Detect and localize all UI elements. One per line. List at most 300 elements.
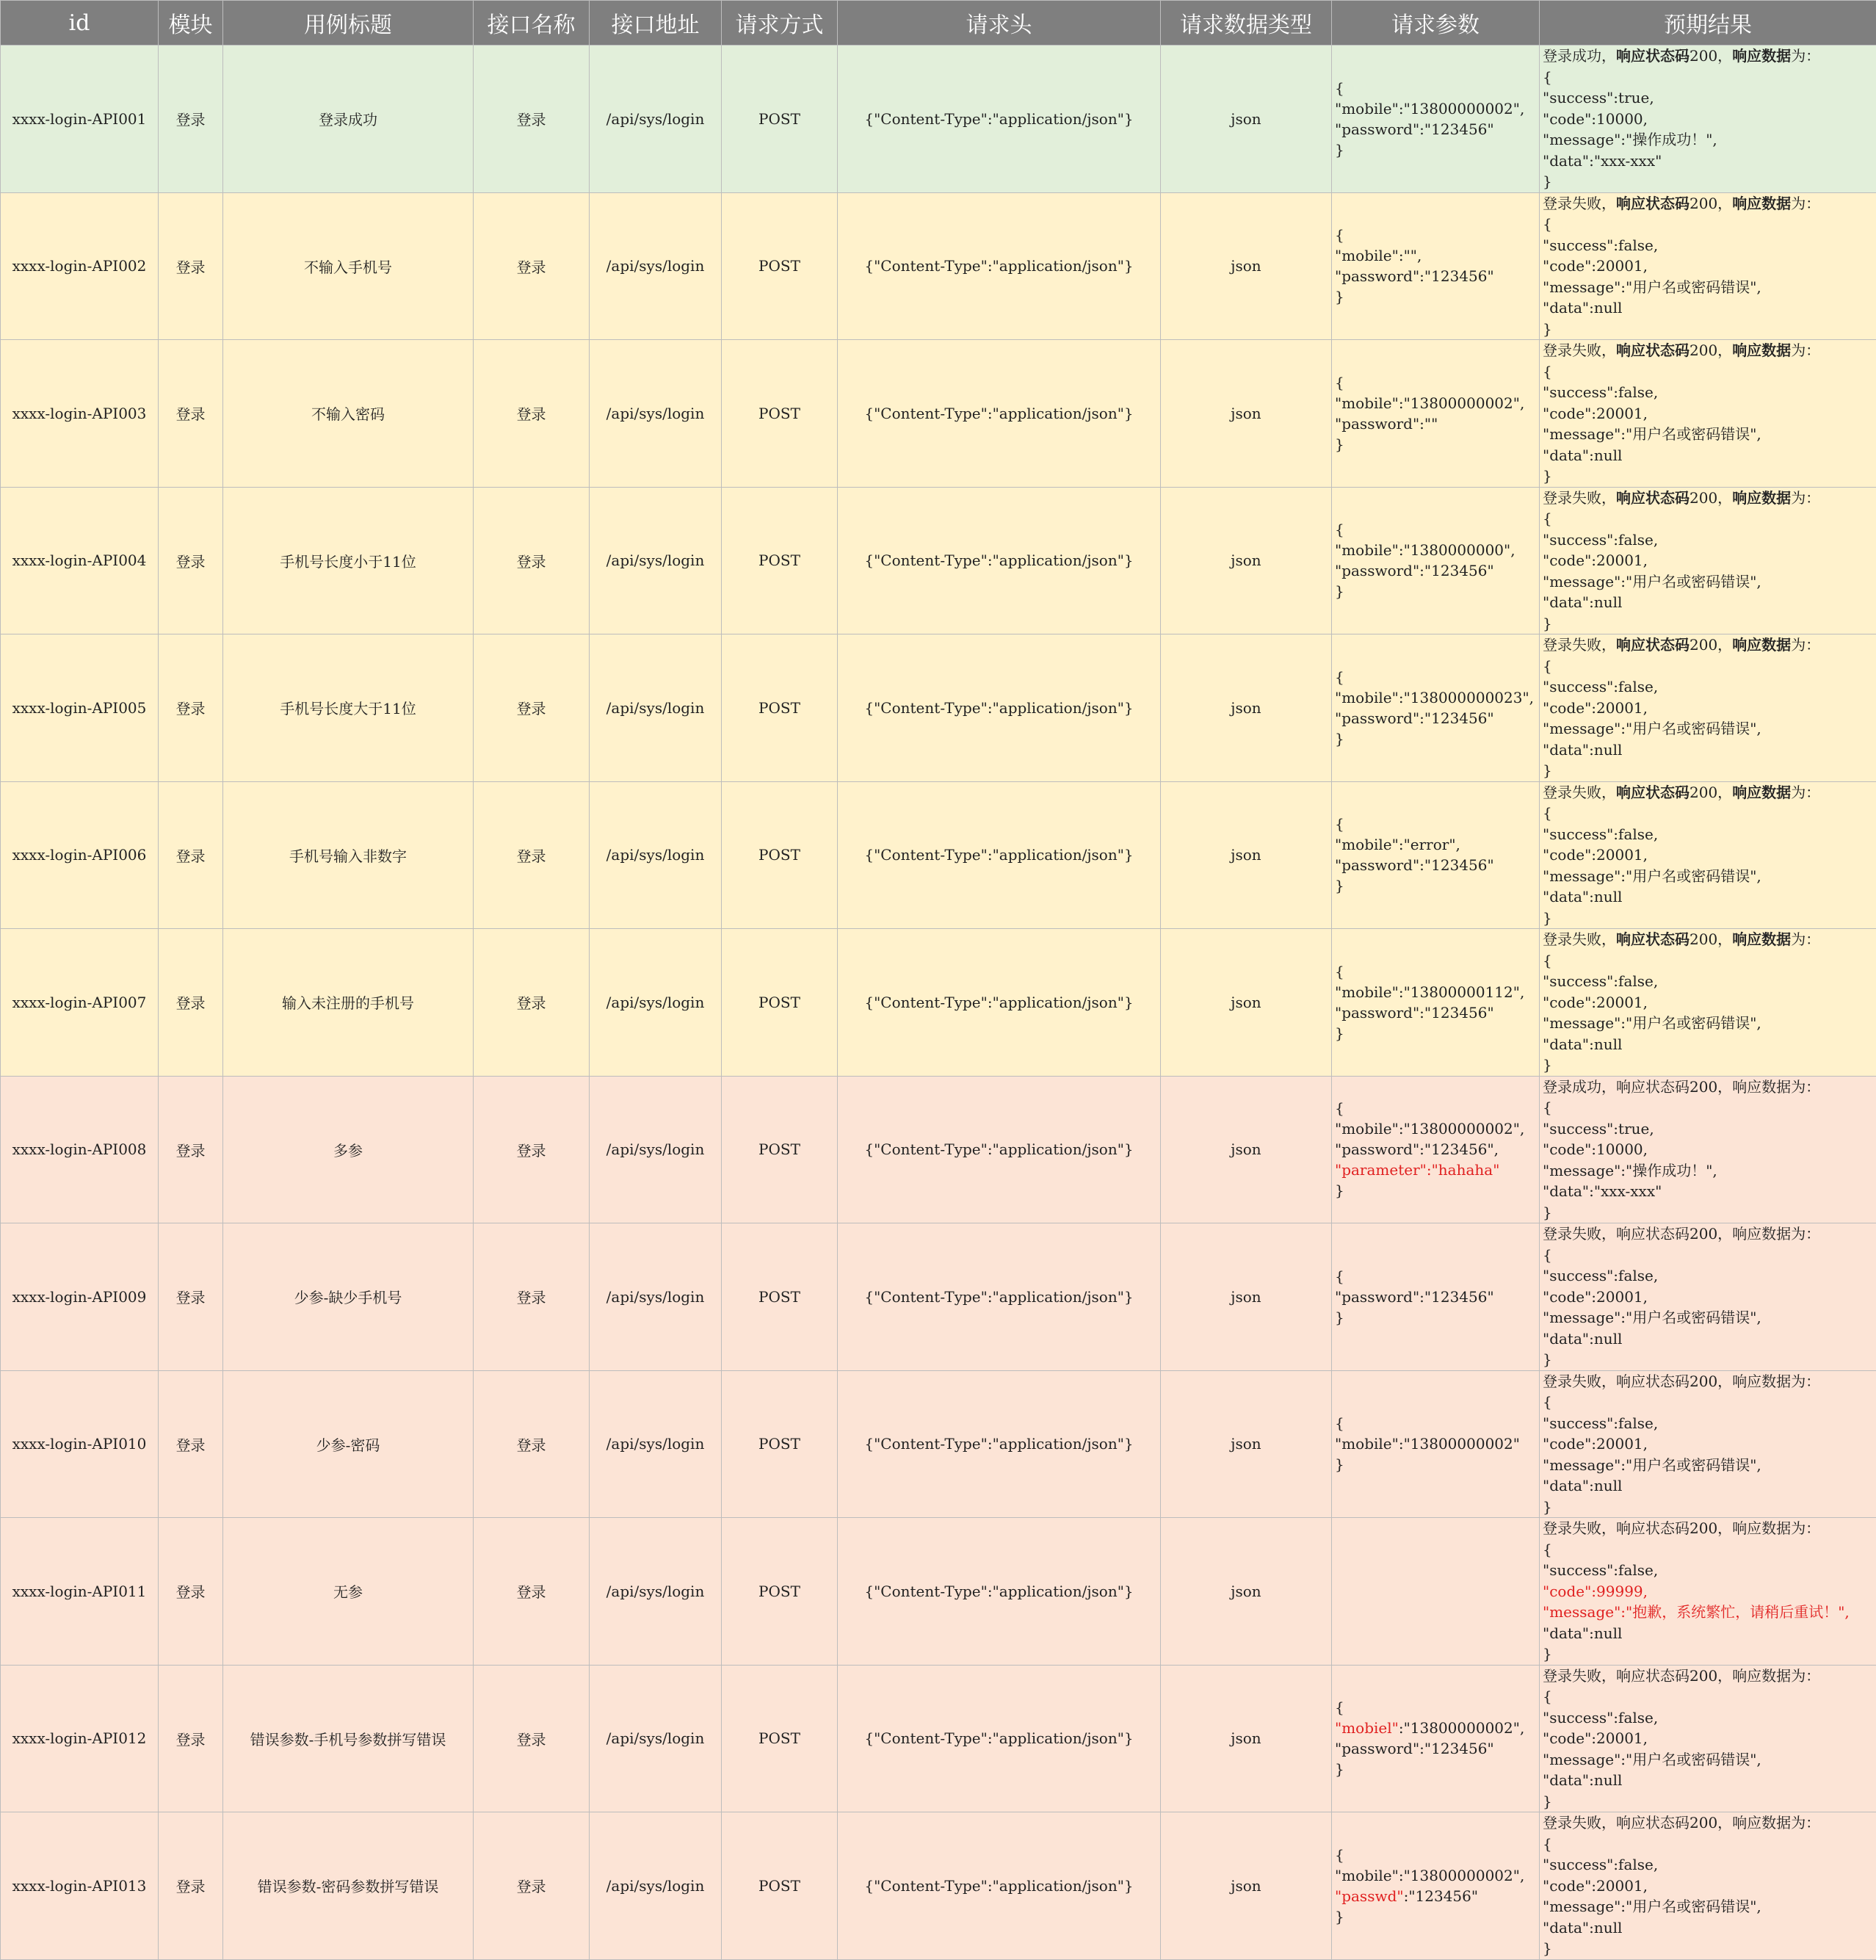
- result-colon: 为：: [1791, 930, 1820, 948]
- header-module[interactable]: 模块: [159, 1, 223, 46]
- cell-data-type[interactable]: json: [1161, 1518, 1332, 1666]
- result-line: {: [1543, 1834, 1873, 1855]
- param-text: "mobile":"138000000023",: [1335, 689, 1534, 706]
- result-summary: [1543, 1223, 1873, 1245]
- cell-id[interactable]: xxxx-login-API010: [1, 1370, 159, 1518]
- cell-expected-result[interactable]: [1540, 634, 1876, 782]
- result-summary: [1543, 634, 1873, 656]
- cell-module[interactable]: 登录: [159, 1518, 223, 1666]
- cell-request-headers[interactable]: {"Content-Type":"application/json"}: [838, 1665, 1161, 1812]
- result-summary: [1543, 1077, 1873, 1098]
- param-text: {: [1335, 963, 1344, 980]
- result-line: "message":"用户名或密码错误",: [1543, 1455, 1873, 1476]
- param-text: }: [1335, 1024, 1344, 1042]
- cell-id[interactable]: xxxx-login-API011: [1, 1518, 159, 1666]
- cell-method[interactable]: POST: [722, 1665, 838, 1812]
- result-code: 200，: [1690, 1078, 1732, 1096]
- cell-request-params[interactable]: [1332, 1370, 1540, 1518]
- result-line: "message":"用户名或密码错误",: [1543, 424, 1873, 445]
- cell-data-type[interactable]: json: [1161, 1665, 1332, 1812]
- result-line: }: [1543, 1643, 1873, 1665]
- param-line: [1335, 855, 1536, 875]
- result-colon: 为：: [1791, 1519, 1820, 1537]
- cell-expected-result[interactable]: [1540, 192, 1876, 340]
- param-text: "mobile":"error",: [1335, 836, 1460, 853]
- cell-method[interactable]: POST: [722, 634, 838, 782]
- cell-id[interactable]: xxxx-login-API003: [1, 340, 159, 488]
- result-line: "success":false,: [1543, 1854, 1873, 1876]
- result-code: 200，: [1690, 1814, 1732, 1831]
- result-code-label: 响应状态码: [1616, 195, 1690, 212]
- cell-case-title[interactable]: 无参: [223, 1518, 474, 1666]
- table-row: [1, 781, 1876, 929]
- cell-module[interactable]: 登录: [159, 46, 223, 193]
- cell-api-name[interactable]: 登录: [474, 1665, 590, 1812]
- header-id[interactable]: id: [1, 1, 159, 46]
- cell-data-type[interactable]: json: [1161, 1370, 1332, 1518]
- cell-expected-result[interactable]: [1540, 46, 1876, 193]
- header-request-params[interactable]: 请求参数: [1332, 1, 1540, 46]
- result-line: }: [1543, 908, 1873, 929]
- cell-api-name[interactable]: 登录: [474, 634, 590, 782]
- cell-data-type[interactable]: json: [1161, 487, 1332, 634]
- param-text: }: [1335, 1182, 1344, 1199]
- result-line: "code":20001,: [1543, 992, 1873, 1013]
- result-line: "success":false,: [1543, 1560, 1873, 1581]
- cell-api-name[interactable]: 登录: [474, 929, 590, 1077]
- result-summary: [1543, 1666, 1873, 1687]
- header-request-headers[interactable]: 请求头: [838, 1, 1161, 46]
- result-line: "data":null: [1543, 1034, 1873, 1055]
- cell-api-name[interactable]: 登录: [474, 781, 590, 929]
- param-text: {: [1335, 521, 1344, 538]
- cell-id[interactable]: xxxx-login-API005: [1, 634, 159, 782]
- result-code-label: 响应状态码: [1616, 930, 1690, 948]
- param-text: }: [1335, 1760, 1344, 1778]
- param-text: {: [1335, 79, 1344, 97]
- cell-expected-result[interactable]: [1540, 929, 1876, 1077]
- cell-data-type[interactable]: json: [1161, 634, 1332, 782]
- cell-method[interactable]: POST: [722, 929, 838, 1077]
- param-text: "mobile":"13800000002": [1335, 1435, 1520, 1453]
- cell-case-title[interactable]: 登录成功: [223, 46, 474, 193]
- param-line: [1335, 266, 1536, 286]
- result-code-label: 响应状态码: [1616, 784, 1690, 801]
- result-code: 200，: [1690, 636, 1732, 654]
- cell-method[interactable]: POST: [722, 781, 838, 929]
- result-code: 200，: [1690, 489, 1732, 507]
- cell-method[interactable]: POST: [722, 1076, 838, 1223]
- cell-request-params[interactable]: [1332, 1518, 1540, 1666]
- cell-case-title[interactable]: 不输入密码: [223, 340, 474, 488]
- result-line: "data":null: [1543, 592, 1873, 613]
- cell-api-url[interactable]: /api/sys/login: [590, 192, 722, 340]
- result-code: 200，: [1690, 784, 1732, 801]
- cell-expected-result[interactable]: [1540, 1076, 1876, 1223]
- cell-request-params[interactable]: [1332, 1223, 1540, 1371]
- cell-request-headers[interactable]: {"Content-Type":"application/json"}: [838, 192, 1161, 340]
- cell-request-params[interactable]: [1332, 487, 1540, 634]
- result-colon: 为：: [1791, 1225, 1820, 1243]
- result-colon: 为：: [1791, 636, 1820, 654]
- result-lead: 登录失败，: [1543, 1373, 1616, 1390]
- result-colon: 为：: [1791, 489, 1820, 507]
- result-code-label: 响应状态码: [1616, 1225, 1690, 1243]
- result-line: "success":true,: [1543, 87, 1873, 109]
- cell-api-url[interactable]: /api/sys/login: [590, 46, 722, 193]
- cell-id[interactable]: xxxx-login-API009: [1, 1223, 159, 1371]
- result-data-label: 响应数据: [1732, 1225, 1791, 1243]
- result-colon: 为：: [1791, 47, 1820, 65]
- cell-request-headers[interactable]: {"Content-Type":"application/json"}: [838, 46, 1161, 193]
- result-colon: 为：: [1791, 1373, 1820, 1390]
- cell-api-name[interactable]: 登录: [474, 1518, 590, 1666]
- table-row: [1, 1370, 1876, 1518]
- cell-method[interactable]: POST: [722, 340, 838, 488]
- header-case-title[interactable]: 用例标题: [223, 1, 474, 46]
- cell-api-url[interactable]: /api/sys/login: [590, 1076, 722, 1223]
- cell-expected-result[interactable]: [1540, 781, 1876, 929]
- cell-api-url[interactable]: /api/sys/login: [590, 634, 722, 782]
- result-line: "message":"用户名或密码错误",: [1543, 1307, 1873, 1328]
- table-row: [1, 1223, 1876, 1371]
- param-line: [1335, 1139, 1536, 1160]
- result-line: "success":false,: [1543, 824, 1873, 845]
- param-text: "mobile":"13800000002",: [1335, 1120, 1524, 1138]
- cell-data-type[interactable]: json: [1161, 929, 1332, 1077]
- result-lead: 登录失败，: [1543, 930, 1616, 948]
- cell-data-type[interactable]: json: [1161, 781, 1332, 929]
- cell-case-title[interactable]: 手机号长度小于11位: [223, 487, 474, 634]
- cell-id[interactable]: xxxx-login-API001: [1, 46, 159, 193]
- result-line: "message":"用户名或密码错误",: [1543, 718, 1873, 739]
- cell-api-url[interactable]: /api/sys/login: [590, 1223, 722, 1371]
- param-text: }: [1335, 435, 1344, 453]
- cell-method[interactable]: POST: [722, 192, 838, 340]
- param-line: [1335, 1759, 1536, 1779]
- result-lead: 登录失败，: [1543, 636, 1616, 654]
- result-colon: 为：: [1791, 195, 1820, 212]
- result-data-label: 响应数据: [1732, 195, 1791, 212]
- cell-api-url[interactable]: /api/sys/login: [590, 1665, 722, 1812]
- result-lead: 登录失败，: [1543, 784, 1616, 801]
- header-row: [1, 1, 1876, 46]
- param-line: [1335, 1865, 1536, 1886]
- cell-method[interactable]: POST: [722, 487, 838, 634]
- param-tail: :"13800000002",: [1399, 1719, 1524, 1737]
- cell-expected-result[interactable]: [1540, 1370, 1876, 1518]
- param-line: [1335, 245, 1536, 266]
- param-text: "parameter":"hahaha": [1335, 1161, 1499, 1179]
- cell-request-headers[interactable]: {"Content-Type":"application/json"}: [838, 487, 1161, 634]
- result-colon: 为：: [1791, 1667, 1820, 1685]
- result-line: "success":false,: [1543, 971, 1873, 992]
- result-code: 200，: [1690, 47, 1732, 65]
- cell-api-name[interactable]: 登录: [474, 1223, 590, 1371]
- result-line: "code":20001,: [1543, 256, 1873, 277]
- cell-id[interactable]: xxxx-login-API013: [1, 1812, 159, 1960]
- cell-module[interactable]: 登录: [159, 192, 223, 340]
- result-code: 200，: [1690, 930, 1732, 948]
- cell-case-title[interactable]: 手机号长度大于11位: [223, 634, 474, 782]
- result-line: "message":"用户名或密码错误",: [1543, 866, 1873, 887]
- result-code: 200，: [1690, 1225, 1732, 1243]
- result-line: }: [1543, 1202, 1873, 1223]
- param-line: [1335, 1718, 1536, 1738]
- result-line: {: [1543, 1392, 1873, 1413]
- cell-request-params[interactable]: [1332, 340, 1540, 488]
- cell-data-type[interactable]: json: [1161, 1812, 1332, 1960]
- param-line: [1335, 1002, 1536, 1023]
- result-lead: 登录失败，: [1543, 1225, 1616, 1243]
- result-line: }: [1543, 1938, 1873, 1959]
- result-code-label: 响应状态码: [1616, 1078, 1690, 1096]
- param-text: {: [1335, 1268, 1344, 1285]
- cell-request-headers[interactable]: {"Content-Type":"application/json"}: [838, 634, 1161, 782]
- result-line: {: [1543, 803, 1873, 824]
- result-summary: [1543, 1812, 1873, 1834]
- cell-request-headers[interactable]: {"Content-Type":"application/json"}: [838, 1518, 1161, 1666]
- cell-module[interactable]: 登录: [159, 1076, 223, 1223]
- result-line: "code":99999,: [1543, 1581, 1873, 1602]
- cell-api-url[interactable]: /api/sys/login: [590, 1812, 722, 1960]
- cell-module[interactable]: 登录: [159, 487, 223, 634]
- cell-request-headers[interactable]: {"Content-Type":"application/json"}: [838, 1370, 1161, 1518]
- cell-api-url[interactable]: /api/sys/login: [590, 1370, 722, 1518]
- result-summary: [1543, 782, 1873, 803]
- cell-case-title[interactable]: 手机号输入非数字: [223, 781, 474, 929]
- result-line: "success":false,: [1543, 1413, 1873, 1434]
- param-line: [1335, 1287, 1536, 1307]
- cell-data-type[interactable]: json: [1161, 1076, 1332, 1223]
- result-lead: 登录失败，: [1543, 1519, 1616, 1537]
- result-line: "data":null: [1543, 1770, 1873, 1791]
- cell-request-params[interactable]: [1332, 1812, 1540, 1960]
- result-code-label: 响应状态码: [1616, 489, 1690, 507]
- param-text: }: [1335, 1309, 1344, 1326]
- cell-api-url[interactable]: /api/sys/login: [590, 929, 722, 1077]
- cell-data-type[interactable]: json: [1161, 46, 1332, 193]
- cell-request-params[interactable]: [1332, 634, 1540, 782]
- table-row: [1, 340, 1876, 488]
- cell-id[interactable]: xxxx-login-API006: [1, 781, 159, 929]
- result-code-label: 响应状态码: [1616, 636, 1690, 654]
- result-line: "success":false,: [1543, 1707, 1873, 1729]
- table-row: [1, 46, 1876, 193]
- result-code-label: 响应状态码: [1616, 47, 1690, 65]
- param-line: [1335, 1845, 1536, 1865]
- param-line: [1335, 413, 1536, 434]
- result-line: }: [1543, 1791, 1873, 1812]
- result-line: {: [1543, 67, 1873, 88]
- cell-expected-result[interactable]: [1540, 1518, 1876, 1666]
- result-line: "code":20001,: [1543, 845, 1873, 866]
- param-text: {: [1335, 1099, 1344, 1117]
- result-line: "code":10000,: [1543, 1139, 1873, 1160]
- cell-api-name[interactable]: 登录: [474, 192, 590, 340]
- table-row: [1, 487, 1876, 634]
- result-data-label: 响应数据: [1732, 1373, 1791, 1390]
- param-text: "passwd": [1335, 1887, 1404, 1905]
- cell-request-headers[interactable]: {"Content-Type":"application/json"}: [838, 340, 1161, 488]
- result-data-label: 响应数据: [1732, 1519, 1791, 1537]
- cell-module[interactable]: 登录: [159, 1812, 223, 1960]
- result-line: "code":10000,: [1543, 109, 1873, 130]
- param-text: {: [1335, 226, 1344, 244]
- cell-module[interactable]: 登录: [159, 340, 223, 488]
- cell-api-url[interactable]: /api/sys/login: [590, 487, 722, 634]
- param-text: }: [1335, 730, 1344, 748]
- param-line: [1335, 728, 1536, 749]
- result-line: {: [1543, 1245, 1873, 1266]
- param-line: [1335, 1413, 1536, 1433]
- cell-case-title[interactable]: 输入未注册的手机号: [223, 929, 474, 1077]
- cell-method[interactable]: POST: [722, 1370, 838, 1518]
- cell-api-url[interactable]: /api/sys/login: [590, 781, 722, 929]
- cell-expected-result[interactable]: [1540, 1223, 1876, 1371]
- result-line: {: [1543, 1097, 1873, 1118]
- cell-request-headers[interactable]: {"Content-Type":"application/json"}: [838, 929, 1161, 1077]
- cell-method[interactable]: POST: [722, 1812, 838, 1960]
- cell-module[interactable]: 登录: [159, 1370, 223, 1518]
- cell-module[interactable]: 登录: [159, 1665, 223, 1812]
- result-line: "data":null: [1543, 886, 1873, 908]
- cell-id[interactable]: xxxx-login-API008: [1, 1076, 159, 1223]
- cell-request-params[interactable]: [1332, 929, 1540, 1077]
- cell-method[interactable]: POST: [722, 1223, 838, 1371]
- cell-request-params[interactable]: [1332, 781, 1540, 929]
- cell-request-headers[interactable]: {"Content-Type":"application/json"}: [838, 1812, 1161, 1960]
- param-text: }: [1335, 582, 1344, 600]
- cell-case-title[interactable]: 多参: [223, 1076, 474, 1223]
- result-line: }: [1543, 613, 1873, 634]
- cell-api-name[interactable]: 登录: [474, 340, 590, 488]
- cell-request-params[interactable]: [1332, 1665, 1540, 1812]
- result-line: "message":"用户名或密码错误",: [1543, 277, 1873, 298]
- param-line: [1335, 1697, 1536, 1718]
- cell-api-name[interactable]: 登录: [474, 1370, 590, 1518]
- result-line: }: [1543, 1497, 1873, 1518]
- param-text: {: [1335, 374, 1344, 391]
- cell-case-title[interactable]: 不输入手机号: [223, 192, 474, 340]
- param-line: [1335, 814, 1536, 834]
- header-api-url[interactable]: 接口地址: [590, 1, 722, 46]
- result-line: "success":false,: [1543, 529, 1873, 551]
- cell-api-name[interactable]: 登录: [474, 46, 590, 193]
- param-text: {: [1335, 1414, 1344, 1432]
- cell-id[interactable]: xxxx-login-API012: [1, 1665, 159, 1812]
- cell-request-headers[interactable]: {"Content-Type":"application/json"}: [838, 1076, 1161, 1223]
- result-line: "message":"抱歉，系统繁忙，请稍后重试！",: [1543, 1602, 1873, 1623]
- result-line: "data":"xxx-xxx": [1543, 151, 1873, 172]
- param-text: {: [1335, 668, 1344, 686]
- cell-module[interactable]: 登录: [159, 634, 223, 782]
- cell-id[interactable]: xxxx-login-API004: [1, 487, 159, 634]
- result-line: {: [1543, 1539, 1873, 1561]
- result-line: {: [1543, 361, 1873, 383]
- header-api-name[interactable]: 接口名称: [474, 1, 590, 46]
- result-lead: 登录失败，: [1543, 195, 1616, 212]
- param-line: [1335, 1098, 1536, 1118]
- cell-expected-result[interactable]: [1540, 1812, 1876, 1960]
- cell-case-title[interactable]: 错误参数-密码参数拼写错误: [223, 1812, 474, 1960]
- param-line: [1335, 1433, 1536, 1454]
- param-text: "mobiel": [1335, 1719, 1399, 1737]
- result-line: }: [1543, 1055, 1873, 1076]
- param-line: [1335, 982, 1536, 1002]
- cell-request-params[interactable]: [1332, 46, 1540, 193]
- cell-request-headers[interactable]: {"Content-Type":"application/json"}: [838, 781, 1161, 929]
- param-line: [1335, 834, 1536, 855]
- result-data-label: 响应数据: [1732, 47, 1791, 65]
- param-line: [1335, 1023, 1536, 1044]
- cell-request-params[interactable]: [1332, 1076, 1540, 1223]
- result-code-label: 响应状态码: [1616, 341, 1690, 359]
- table-row: [1, 929, 1876, 1077]
- param-line: [1335, 372, 1536, 393]
- result-line: "data":null: [1543, 297, 1873, 319]
- cell-request-params[interactable]: [1332, 192, 1540, 340]
- result-line: "data":null: [1543, 739, 1873, 761]
- param-line: [1335, 393, 1536, 413]
- cell-module[interactable]: 登录: [159, 781, 223, 929]
- param-text: "password":"123456": [1335, 267, 1494, 285]
- cell-expected-result[interactable]: [1540, 1665, 1876, 1812]
- result-data-label: 响应数据: [1732, 1814, 1791, 1831]
- cell-expected-result[interactable]: [1540, 487, 1876, 634]
- cell-api-url[interactable]: /api/sys/login: [590, 1518, 722, 1666]
- header-method[interactable]: 请求方式: [722, 1, 838, 46]
- result-code: 200，: [1690, 1373, 1732, 1390]
- cell-api-url[interactable]: /api/sys/login: [590, 340, 722, 488]
- cell-module[interactable]: 登录: [159, 929, 223, 1077]
- cell-data-type[interactable]: json: [1161, 1223, 1332, 1371]
- cell-module[interactable]: 登录: [159, 1223, 223, 1371]
- cell-api-name[interactable]: 登录: [474, 1076, 590, 1223]
- param-line: [1335, 140, 1536, 160]
- result-line: "message":"用户名或密码错误",: [1543, 1749, 1873, 1771]
- param-line: [1335, 708, 1536, 728]
- result-line: "success":true,: [1543, 1118, 1873, 1140]
- cell-case-title[interactable]: 少参-缺少手机号: [223, 1223, 474, 1371]
- result-lead: 登录失败，: [1543, 1814, 1616, 1831]
- param-tail: :"123456": [1404, 1887, 1478, 1905]
- table-body: [1, 46, 1876, 1960]
- cell-request-headers[interactable]: {"Content-Type":"application/json"}: [838, 1223, 1161, 1371]
- param-text: "mobile":"",: [1335, 247, 1422, 264]
- cell-case-title[interactable]: 少参-密码: [223, 1370, 474, 1518]
- result-data-label: 响应数据: [1732, 341, 1791, 359]
- header-data-type[interactable]: 请求数据类型: [1161, 1, 1332, 46]
- cell-data-type[interactable]: json: [1161, 340, 1332, 488]
- cell-expected-result[interactable]: [1540, 340, 1876, 488]
- cell-api-name[interactable]: 登录: [474, 1812, 590, 1960]
- cell-case-title[interactable]: 错误参数-手机号参数拼写错误: [223, 1665, 474, 1812]
- header-expected-result[interactable]: 预期结果: [1540, 1, 1876, 46]
- param-text: {: [1335, 1699, 1344, 1716]
- result-summary: [1543, 488, 1873, 509]
- cell-api-name[interactable]: 登录: [474, 487, 590, 634]
- result-line: "success":false,: [1543, 676, 1873, 698]
- param-line: [1335, 286, 1536, 307]
- cell-data-type[interactable]: json: [1161, 192, 1332, 340]
- cell-method[interactable]: POST: [722, 46, 838, 193]
- param-line: [1335, 560, 1536, 581]
- cell-id[interactable]: xxxx-login-API007: [1, 929, 159, 1077]
- param-text: "password":"123456": [1335, 1740, 1494, 1757]
- cell-method[interactable]: POST: [722, 1518, 838, 1666]
- cell-id[interactable]: xxxx-login-API002: [1, 192, 159, 340]
